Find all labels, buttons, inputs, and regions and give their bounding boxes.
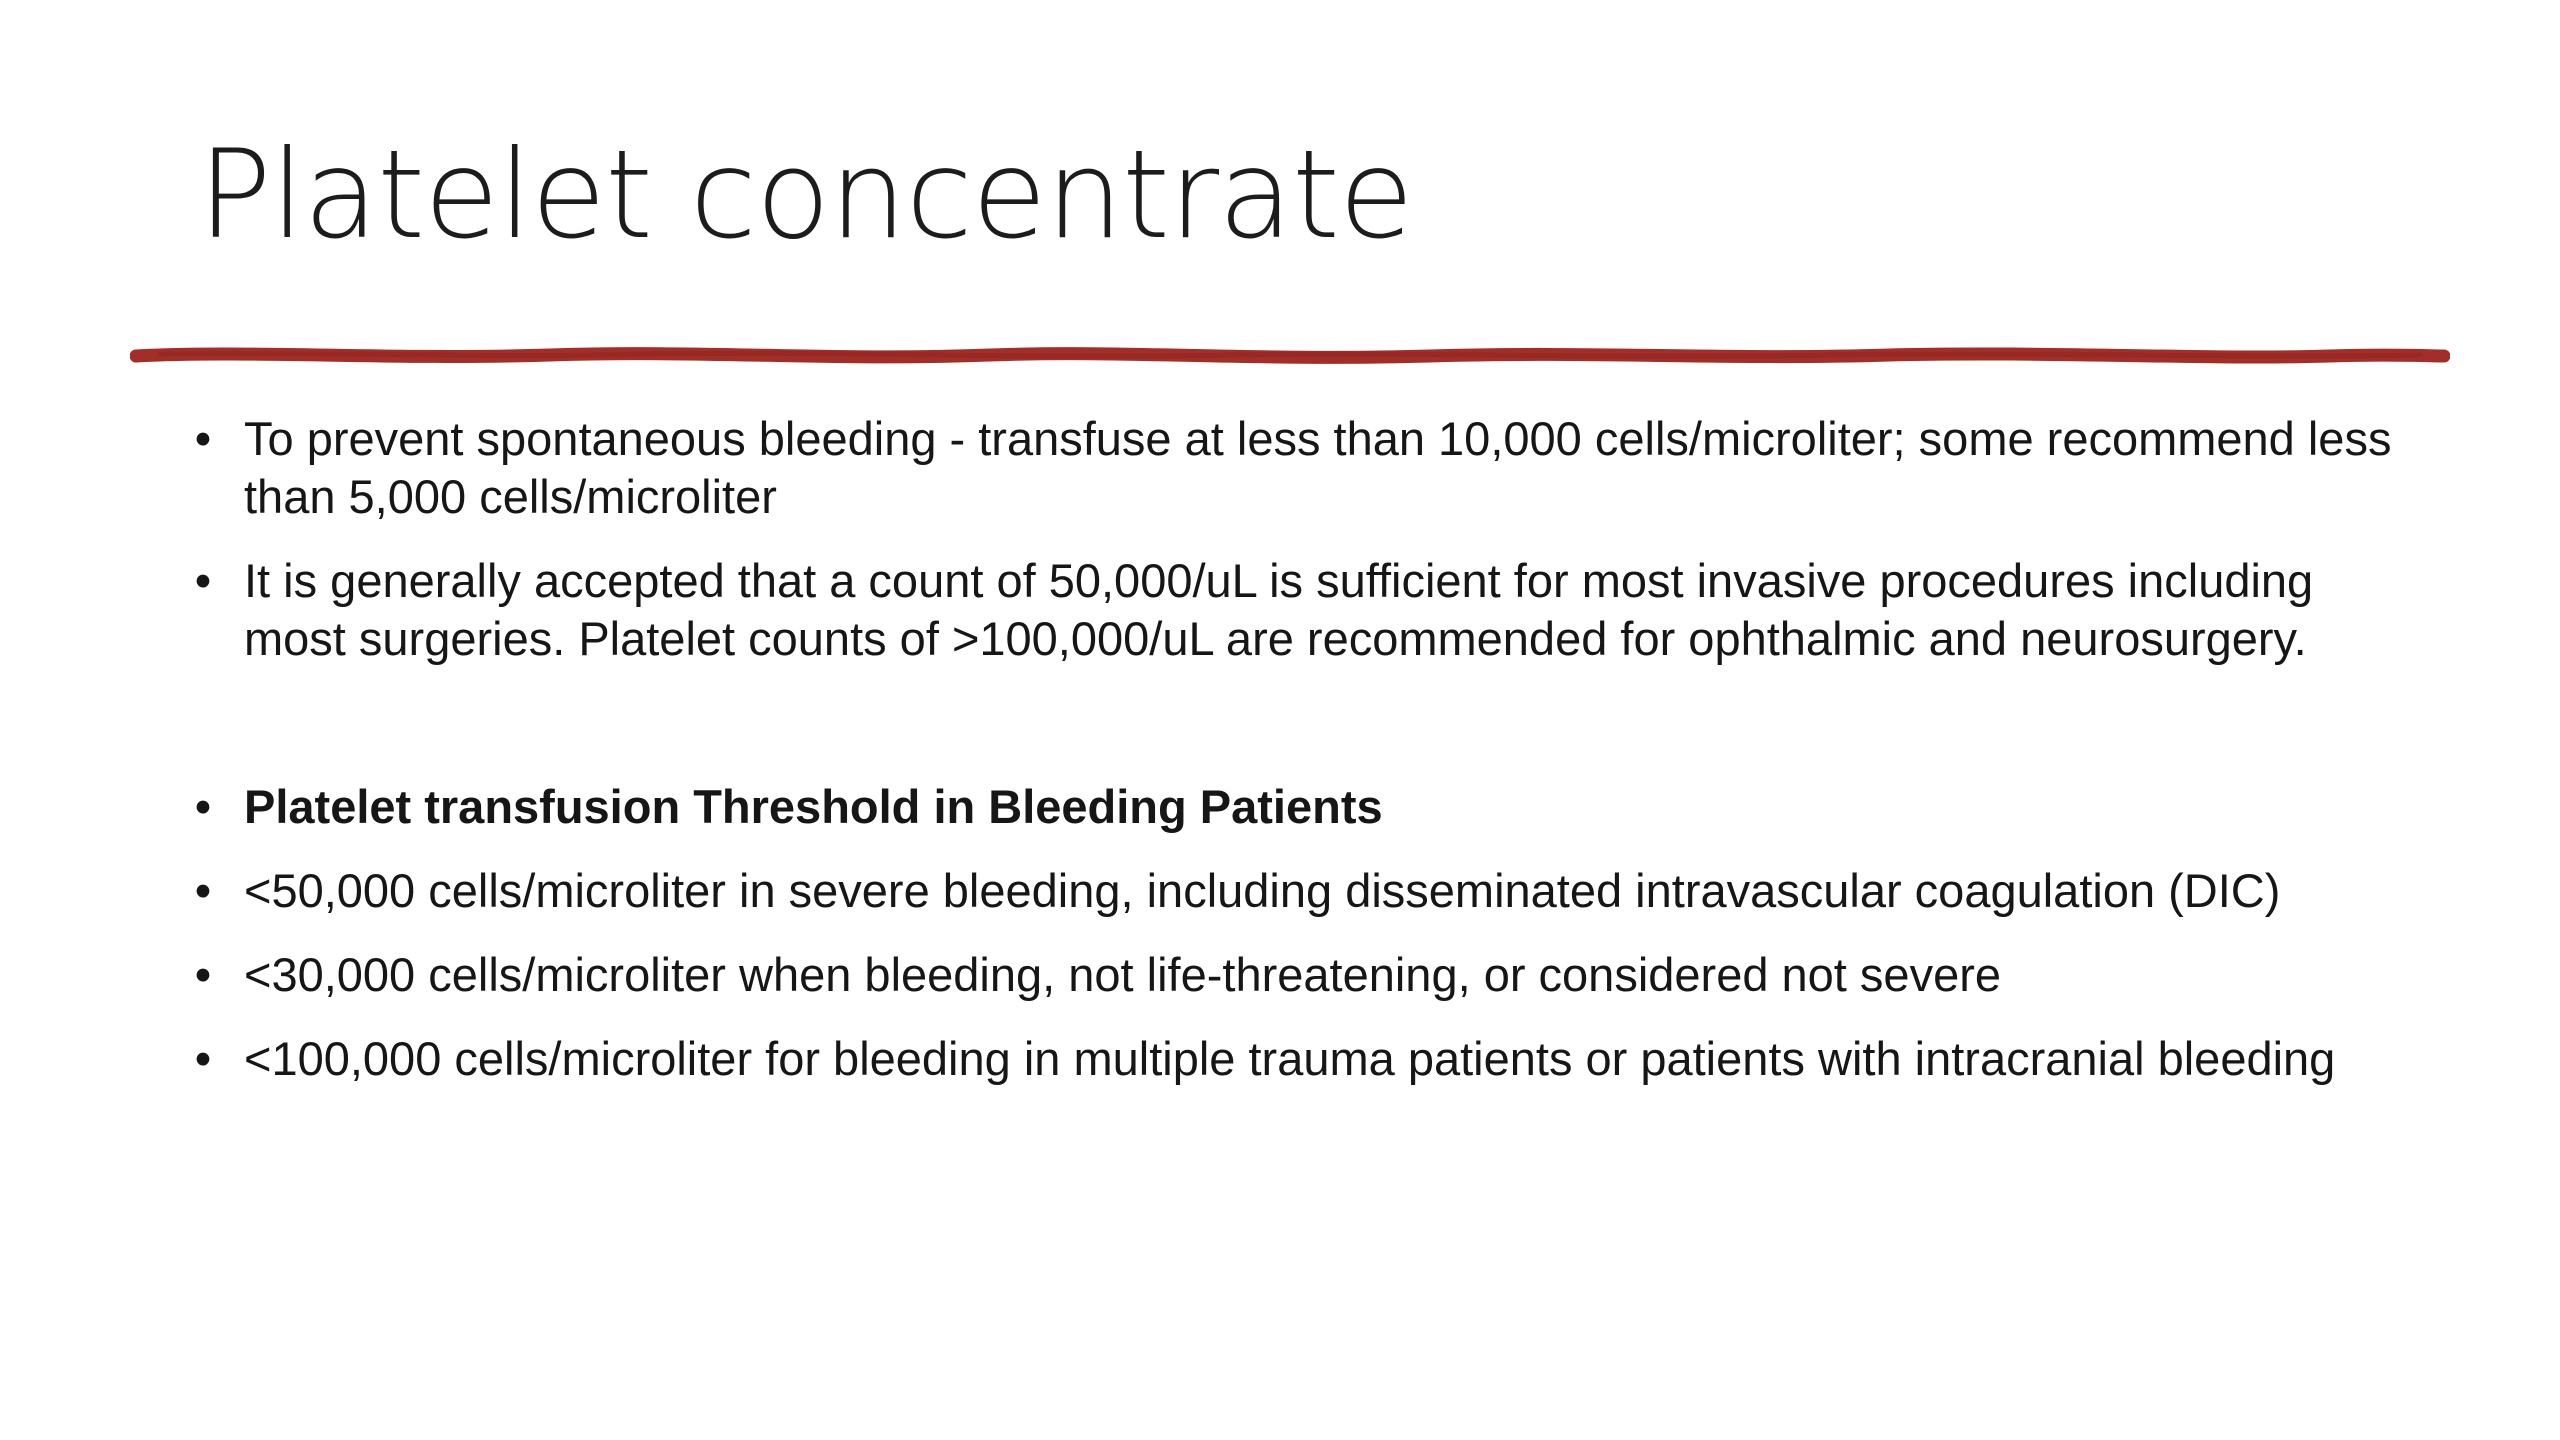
bullet-item: [188, 1030, 2428, 1088]
title-underline-brush-stroke: [130, 336, 2450, 376]
bullet-text: <100,000 cells/microliter for bleeding in multiple trauma patients or patients with intracranial bleeding: [244, 1032, 2336, 1085]
bullet-text: It is generally accepted that a count of 50,000/uL is sufficient for most invasive procedures including most surgeries. Platelet counts of >100,000/uL are recommended for ophthalmic and neurosurgery.: [244, 554, 2314, 665]
bullet-text: To prevent spontaneous bleeding - transfuse at less than 10,000 cells/microliter; some recommend less than 5,000 cells/microliter: [244, 412, 2392, 523]
bullet-marker: •: [194, 412, 212, 465]
bullet-item: [188, 410, 2428, 526]
bullet-item: [188, 552, 2428, 668]
bullet-text: <50,000 cells/microliter in severe bleeding, including disseminated intravascular coagulation (DIC): [244, 864, 2281, 917]
bullet-item: [188, 862, 2428, 920]
bullet-text: <30,000 cells/microliter when bleeding, not life-threatening, or considered not severe: [244, 948, 2001, 1001]
bullet-marker: •: [194, 864, 212, 917]
bullet-marker: •: [194, 554, 212, 607]
bullet-item: [188, 946, 2428, 1004]
bullet-marker: •: [194, 780, 212, 833]
slide-title: Platelet concentrate: [198, 124, 1413, 266]
bullet-marker: •: [194, 1032, 212, 1085]
bullet-item-heading: [188, 778, 2428, 836]
bullet-list: [188, 410, 2428, 1088]
brush-stroke-texture: [160, 353, 2420, 356]
bullet-heading-text: Platelet transfusion Threshold in Bleeding Patients: [244, 780, 1383, 833]
bullet-marker: •: [194, 948, 212, 1001]
